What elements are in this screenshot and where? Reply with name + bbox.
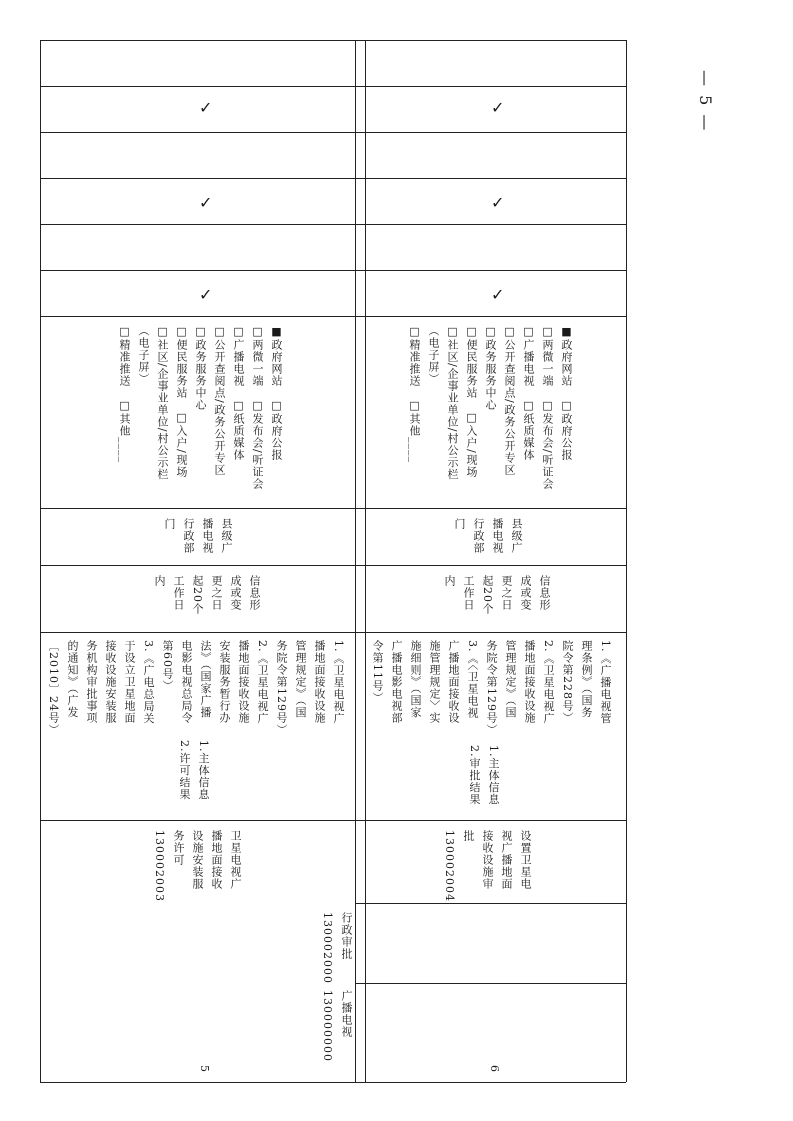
row-5-channels: ■政府网站 □政府公报 □两微一端 □发布会/听证会 □广播电视 □纸质媒体 □公开查阅点/政务公开专区 □政务服务中心 □便民服务站 □入户/现场 □社区/企事业单位/村公示栏 （电子屏） □精准推送 □其他____ (118, 325, 283, 490)
check-mark: ✓ (491, 193, 505, 212)
table-border-bottom (40, 1082, 626, 1083)
row-divider (40, 270, 626, 271)
row-divider (40, 632, 626, 633)
table-border-top (40, 40, 626, 41)
row-5-subject: 县级广 播电视 行政部 门 (163, 518, 233, 554)
row-6-channels: ■政府网站 □政府公报 □两微一端 □发布会/听证会 □广播电视 □纸质媒体 □公开查阅点/政务公开专区 □政务服务中心 □便民服务站 □入户/现场 □社区/企事业单位/村公示栏 （电子屏） □精准推送 □其他____ (408, 325, 573, 490)
row-6-basis: 1.《广播电视管 理条例》（国务 院令第228号） 2.《卫星电视广 播地面接收设施 管理规定》（国 务院令第129号） 3.《〈卫星电视 广播地面接收设 施管理规定〉实 施细则》（国家 广播电影电视部 令第11号） (371, 640, 612, 736)
row-5-content: 1.主体信息 2.许可结果 (178, 740, 210, 801)
row-divider (40, 820, 626, 821)
row-divider-partial (355, 983, 626, 984)
row-6-item: 设置卫星电 视广播地面 接收设施审 批 130002004 (443, 830, 532, 902)
row-divider (40, 316, 626, 317)
column-divider (365, 40, 366, 1082)
row-5-item: 卫星电视广 播地面接收 设施安装服 务许可 130002003 (153, 830, 242, 902)
check-mark: ✓ (199, 193, 213, 212)
row-6-seq: 6 (488, 1065, 501, 1073)
row-5-seq: 5 (198, 1065, 211, 1073)
row-divider-partial (355, 903, 626, 904)
row-6-content: 1.主体信息 2.审批结果 (468, 745, 500, 806)
row-5-category: 广播电视 130000000 (321, 990, 353, 1062)
check-mark: ✓ (199, 98, 213, 117)
row-5-basis: 1.《卫星电视广 播地面接收设施 管理规定》（国 务院令第129号） 2.《卫星电视广 播地面接收设施 安装服务暂行办 法》（国家广播 电影电视总局令 第60号） 3.《广电总局关 于设立卫星地面 接收设施安装服 务机构审批事项 的通知》（广发 〔2010〕24号） (47, 640, 345, 736)
row-divider (40, 86, 626, 87)
row-divider (40, 508, 626, 509)
row-divider (40, 132, 626, 133)
page-number: — 5 — (696, 70, 715, 133)
row-6-subject: 县级广 播电视 行政部 门 (453, 518, 523, 554)
row-5-time-limit: 信息形 成或变 更之日 起20个 工作日 内 (153, 575, 261, 615)
row-5-subcategory: 行政审批 130002000 (321, 912, 353, 984)
table-border-left (40, 40, 41, 1082)
check-mark: ✓ (199, 285, 213, 304)
check-mark: ✓ (491, 285, 505, 304)
row-divider (40, 565, 626, 566)
table-border-right (626, 40, 627, 1082)
check-mark: ✓ (491, 98, 505, 117)
row-divider (40, 178, 626, 179)
row-6-time-limit: 信息形 成或变 更之日 起20个 工作日 内 (443, 575, 551, 615)
row-divider (40, 224, 626, 225)
